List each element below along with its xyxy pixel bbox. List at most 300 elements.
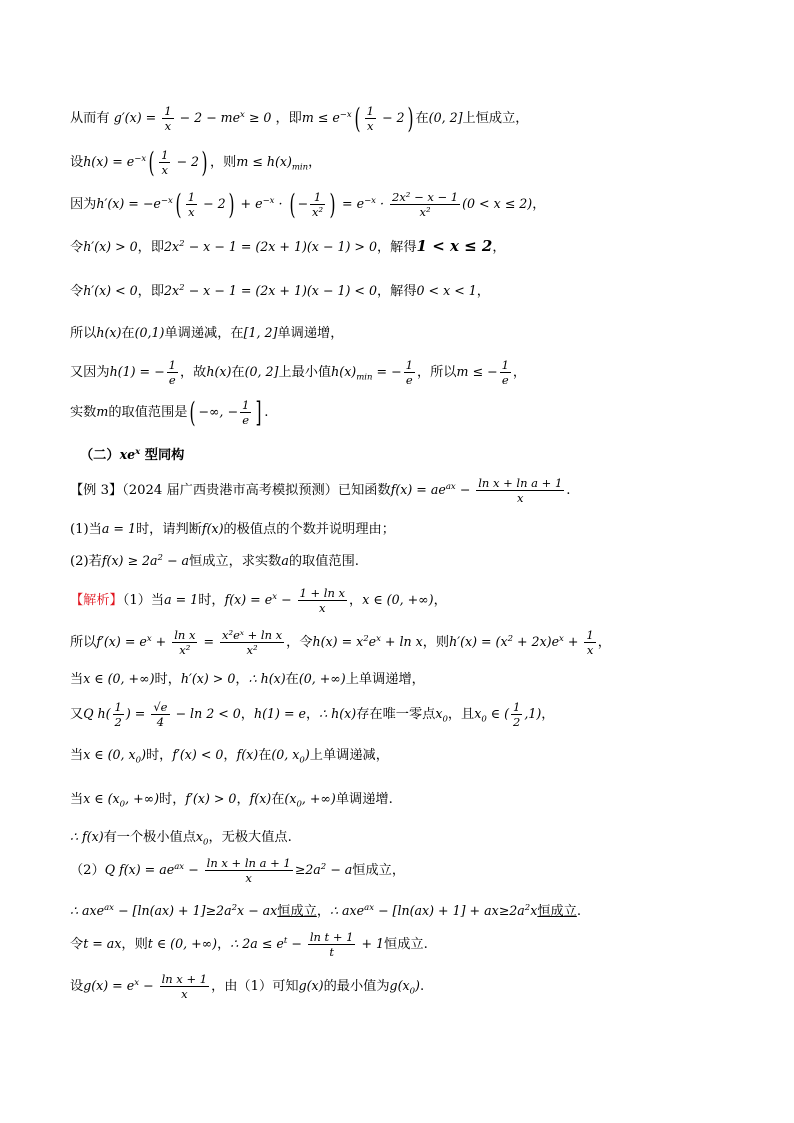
text: 又因为 [70, 365, 110, 380]
fraction [159, 148, 170, 177]
math-expr [474, 700, 542, 729]
superscript: 2 [320, 861, 327, 872]
solution-line-1 [70, 586, 754, 615]
math-expr [109, 358, 180, 387]
fraction [186, 190, 197, 219]
text: 上最小值 [278, 365, 332, 380]
superscript: 2 [507, 633, 513, 644]
solution-label: 【解析】 [70, 593, 123, 608]
math: h′(x) = −e [96, 196, 161, 211]
solution-line-10 [70, 930, 754, 959]
math-expr [230, 930, 385, 959]
math-expr [70, 903, 277, 918]
superscript: x [146, 633, 152, 644]
text: . [419, 979, 425, 994]
math: − [297, 196, 308, 211]
math: f(x) = e [224, 592, 273, 607]
numerator: 1 [161, 148, 169, 162]
math: g(x [389, 978, 410, 993]
numerator: ln t + 1 [309, 930, 354, 944]
math-expr [83, 700, 241, 729]
math: h(x) [331, 364, 357, 379]
numerator: 1 [168, 358, 176, 372]
fraction [476, 476, 564, 505]
math: + [563, 634, 583, 649]
math: − a [162, 553, 190, 568]
text: ， [223, 748, 237, 763]
text: ， [308, 155, 322, 170]
math: x ∈ (x [83, 791, 120, 806]
denominator: 2 [513, 715, 521, 729]
text: . [566, 483, 571, 498]
text: 单调递减，在 [164, 326, 244, 341]
denominator: x [367, 119, 374, 133]
math: f(x) [249, 791, 272, 806]
text: ，令 [286, 635, 313, 650]
math: ∴ axe [70, 903, 105, 918]
text: 上单调递增， [345, 672, 425, 687]
numerator: 1 [366, 104, 374, 118]
numerator: 1 [513, 700, 521, 714]
math-expr [236, 154, 309, 173]
math-expr: $h(x) = e^{-x}$( $\frac{1}{x}$ − 2) [83, 145, 208, 179]
text: 恒成立. [384, 937, 428, 952]
math: x [474, 706, 482, 721]
numerator: 1 [164, 104, 172, 118]
math-expr [330, 903, 537, 918]
math-expr [449, 628, 598, 657]
text: 单调递增. [335, 792, 393, 807]
math: h(x) = x [312, 634, 364, 649]
superscript: ax [364, 902, 374, 913]
solution-line-7 [70, 826, 754, 848]
text: ，则 [209, 155, 237, 170]
math: m ≤ − [456, 364, 498, 379]
math: + e [236, 196, 263, 211]
math: (0 < x ≤ 2) [462, 196, 533, 211]
math-expr [331, 358, 417, 387]
superscript: −x [160, 195, 173, 206]
text: ，则 [422, 635, 450, 650]
math: + ln x [380, 634, 423, 649]
text: ， [541, 707, 555, 722]
math: + 1 [357, 936, 385, 951]
superscript: −x [262, 195, 275, 206]
text: ，即 [137, 284, 165, 299]
math: m [96, 404, 109, 419]
math: h′(x) > 0 [180, 671, 236, 686]
math: − [ln(ax) + 1] + ax≥2a [374, 903, 525, 918]
math: ≥ 0 [244, 110, 272, 125]
math: − a [326, 862, 353, 877]
solution-line-4 [70, 700, 754, 729]
numerator: 1 [114, 700, 122, 714]
superscript: x [272, 591, 277, 602]
superscript: 2 [179, 238, 185, 249]
numerator: ln x + ln a + 1 [206, 856, 291, 870]
text: 时， [154, 672, 181, 687]
text: 恒成立 [537, 904, 577, 919]
superscript: ax [104, 902, 114, 913]
text: ， [217, 937, 231, 952]
math: t = ax [83, 936, 122, 951]
math: − 2 [377, 110, 405, 125]
math: g(x) [298, 978, 324, 993]
subscript: 0 [299, 755, 305, 766]
superscript: 2 [231, 902, 237, 913]
math: (0, x [271, 747, 300, 762]
text: ， [476, 284, 490, 299]
math: − [287, 936, 306, 951]
subscript: min [291, 162, 309, 173]
superscript: x [134, 977, 139, 988]
text: 在 [271, 792, 285, 807]
numerator: 2x² − x − 1 [392, 190, 459, 204]
line-h-prime [70, 187, 754, 221]
numerator: 1 [310, 190, 325, 205]
math: Q f(x) = ae [104, 862, 175, 877]
math: f′(x) = e [96, 634, 147, 649]
text: ， [349, 593, 363, 608]
text: 时， [146, 748, 173, 763]
solution-line-2 [70, 628, 754, 657]
text: 实数 [70, 405, 97, 420]
text: ，故 [179, 365, 207, 380]
subscript: 0 [119, 799, 126, 810]
fraction [584, 628, 595, 657]
text: 型同构 [140, 448, 185, 463]
math: = e [338, 196, 365, 211]
fraction [220, 628, 284, 657]
text: ，即 [275, 111, 302, 126]
example-3 [70, 476, 754, 505]
math: h(x) [96, 325, 122, 340]
math: 2x [164, 283, 180, 298]
text: （2024 届广西贵港市高考模拟预测）已知函数 [122, 483, 391, 498]
math: a = 1 [164, 592, 199, 607]
fraction [151, 700, 169, 729]
math: f(x) ≥ 2a [101, 553, 158, 568]
text: ，且 [447, 707, 475, 722]
math: f(x) [236, 747, 259, 762]
math-expr [164, 239, 377, 254]
math: (0,1) [134, 325, 165, 340]
denominator: x [181, 987, 188, 1001]
text: ， [316, 904, 331, 919]
text: ， [240, 707, 254, 722]
line-decreasing [70, 280, 754, 299]
superscript: x [135, 446, 141, 457]
math: (0, 2] [244, 364, 279, 379]
fraction [298, 586, 348, 615]
denominator: e [168, 373, 176, 387]
text: 当 [70, 672, 84, 687]
math-expr [83, 791, 160, 810]
text: 在 [231, 365, 245, 380]
math-expr [102, 553, 189, 568]
math: x − ax [237, 903, 278, 918]
text: ，则 [121, 937, 148, 952]
math: (x [284, 791, 297, 806]
question-1 [70, 518, 754, 537]
subscript: 0 [481, 714, 487, 725]
denominator: x [188, 205, 195, 219]
solution-line-9 [70, 900, 754, 919]
numerator: ln x + 1 [161, 972, 208, 986]
math: ∴ f(x) [70, 829, 104, 844]
math: ∴ h(x) [319, 706, 357, 721]
question-2 [70, 550, 754, 569]
math: f(x) = ae [390, 482, 446, 497]
math-expr [435, 706, 448, 725]
math: Q h( [83, 706, 111, 721]
fraction [205, 856, 293, 885]
math: x [195, 829, 204, 844]
denominator: e [242, 413, 250, 427]
math: − [276, 592, 296, 607]
math: , +∞) [301, 791, 336, 806]
math: [1, 2] [243, 325, 278, 340]
math: g(x) = e [83, 978, 135, 993]
math: x ∈ (0, x [83, 747, 136, 762]
math: a = 1 [101, 521, 136, 536]
text: 设 [70, 155, 84, 170]
math: x [530, 903, 538, 918]
math: a [281, 553, 289, 568]
fraction [240, 398, 251, 427]
math: + 2x)e [513, 634, 560, 649]
superscript: −x [134, 153, 147, 164]
text: 令 [70, 284, 84, 299]
superscript: −x [364, 195, 376, 206]
math-expr: ( −∞, − $\frac{1}{e}$ ] [189, 395, 262, 429]
math: h(1) = e [253, 706, 306, 721]
math-expr [164, 283, 377, 298]
math: ) [304, 747, 310, 762]
text: ， [597, 635, 611, 650]
math: −∞, − [198, 404, 238, 419]
text: 的极值点的个数并说明理由； [223, 522, 395, 537]
subscript: 0 [203, 837, 209, 848]
text: . [264, 405, 269, 420]
text: 上恒成立， [462, 111, 529, 126]
line-monotonic [70, 322, 754, 341]
superscript: ax [174, 861, 185, 872]
math: xe [119, 447, 136, 462]
text: (2)若 [70, 554, 102, 569]
math: · [375, 196, 388, 211]
denominator: x² [246, 643, 258, 657]
line-g-prime [70, 101, 754, 135]
math: m ≤ h(x) [236, 154, 292, 169]
math: t ∈ (0, +∞) [147, 936, 218, 951]
solution-line-3 [70, 668, 754, 687]
math: ,1) [524, 706, 542, 721]
subscript: 0 [296, 799, 302, 810]
text: ，所以 [416, 365, 457, 380]
line-increasing [70, 236, 754, 255]
math: · [274, 196, 287, 211]
denominator: x² [312, 205, 324, 219]
solution-line-6 [70, 788, 754, 810]
text: . [576, 904, 582, 919]
text: ， [236, 792, 250, 807]
text: 的取值范围是 [108, 405, 188, 420]
fraction [500, 358, 511, 387]
superscript: x [559, 633, 564, 644]
math: − [ln(ax) + 1]≥2a [113, 903, 232, 918]
math: x ∈ (0, +∞) [362, 592, 434, 607]
math: h′(x) = (x [449, 634, 508, 649]
line-range [70, 395, 754, 429]
superscript: t [283, 935, 288, 946]
math: , +∞) [125, 791, 160, 806]
fraction [172, 628, 197, 657]
text: ， [235, 672, 249, 687]
text: （二） [80, 448, 120, 463]
text: 在 [258, 748, 272, 763]
subscript: 0 [409, 986, 416, 997]
numerator: 1 [501, 358, 509, 372]
fraction [167, 358, 178, 387]
math: f(x) [201, 521, 224, 536]
superscript: x [376, 633, 381, 644]
denominator: x [586, 643, 594, 657]
math-expr [113, 104, 276, 133]
fraction [511, 700, 522, 729]
text: 在 [285, 672, 299, 687]
math: = [199, 634, 218, 649]
math: m ≤ e [301, 110, 340, 125]
denominator: x [245, 871, 252, 885]
math-expr [389, 978, 420, 997]
fraction [113, 700, 124, 729]
subscript: 0 [442, 714, 448, 725]
math: − 2 [172, 154, 200, 169]
math: (0, +∞) [298, 671, 346, 686]
solution-line-5 [70, 744, 754, 766]
math: − 2 − me [175, 110, 241, 125]
subscript: 0 [135, 755, 142, 766]
text: 恒成立， [352, 863, 406, 878]
line-define-h [70, 145, 754, 179]
math-expr: $m \le e^{-x}$( $\frac{1}{x}$ − 2) [301, 101, 414, 135]
math-expr [96, 628, 286, 657]
denominator: e [405, 373, 413, 387]
example-label: 【例 3】 [70, 483, 123, 498]
text: 单调递增， [277, 326, 344, 341]
math-expr [313, 634, 423, 649]
text: ，解得 [376, 240, 417, 255]
math: 2x [164, 239, 180, 254]
math: 1 < x ≤ 2 [416, 237, 493, 255]
section-heading [80, 444, 754, 463]
math: ∴ h(x) [248, 671, 286, 686]
math: = − [372, 364, 402, 379]
superscript: ax [445, 481, 456, 492]
math: e [368, 634, 377, 649]
text: 又 [70, 707, 84, 722]
denominator: x [161, 163, 169, 177]
text: 时， [198, 593, 225, 608]
text: （1）当 [122, 593, 165, 608]
text: 时， [159, 792, 186, 807]
math-expr [120, 447, 141, 462]
math: − x − 1 = (2x + 1)(x − 1) > 0 [184, 239, 377, 254]
text: 所以 [70, 326, 97, 341]
text: 恒成立 [277, 904, 317, 919]
text: 所以 [70, 635, 97, 650]
numerator: 1 [405, 358, 413, 372]
math-expr [390, 476, 567, 505]
text: 设 [70, 979, 84, 994]
text: ，即 [137, 240, 165, 255]
text: ，解得 [376, 284, 417, 299]
superscript: 2 [524, 902, 531, 913]
superscript: 2 [179, 282, 185, 293]
math: + [151, 634, 171, 649]
text: ， [492, 240, 506, 255]
math: h(1) = − [109, 364, 165, 379]
math: h(x) [206, 364, 232, 379]
math-expr [271, 747, 310, 766]
math: − 2 [199, 196, 226, 211]
math: ∈ ( [486, 706, 510, 721]
numerator: ln x + ln a + 1 [478, 476, 563, 490]
math: − ln 2 < 0 [171, 706, 241, 721]
fraction [160, 972, 210, 1001]
math-expr [83, 972, 211, 1001]
numerator: 1 + ln x [299, 586, 346, 600]
text: ， [305, 707, 320, 722]
math: f′(x) < 0 [172, 747, 224, 762]
line-minimum [70, 358, 754, 387]
text: 的最小值为 [323, 979, 390, 994]
math: f′(x) > 0 [185, 791, 237, 806]
denominator: 4 [156, 715, 165, 729]
math: ) = [125, 706, 150, 721]
math: g′(x) = [113, 110, 161, 125]
text: ， [433, 593, 447, 608]
denominator: x [319, 601, 326, 615]
subscript: min [356, 372, 373, 383]
superscript: −x [339, 109, 352, 120]
text: 恒成立，求实数 [189, 554, 282, 569]
text: 在 [121, 326, 135, 341]
math-expr [456, 358, 513, 387]
math: 0 < x < 1 [416, 283, 477, 298]
text: ，由（1）可知 [211, 979, 299, 994]
text: 从而有 [70, 111, 110, 126]
text: ，无极大值点. [208, 830, 292, 845]
solution-line-11 [70, 972, 754, 1001]
fraction [308, 930, 356, 959]
solution-line-8 [70, 856, 754, 885]
text: ， [532, 197, 546, 212]
text: 在 [415, 111, 429, 126]
math: ) [141, 747, 146, 762]
math: h′(x) < 0 [83, 283, 138, 298]
numerator: x²eˣ + ln x [222, 628, 283, 642]
denominator: t [329, 945, 334, 959]
fraction [365, 104, 376, 133]
text: 令 [70, 240, 84, 255]
fraction [390, 190, 460, 219]
math: − [184, 862, 203, 877]
text: 时，请判断 [135, 522, 202, 537]
text: 有一个极小值点 [103, 830, 196, 845]
numerator: 1 [242, 398, 250, 412]
